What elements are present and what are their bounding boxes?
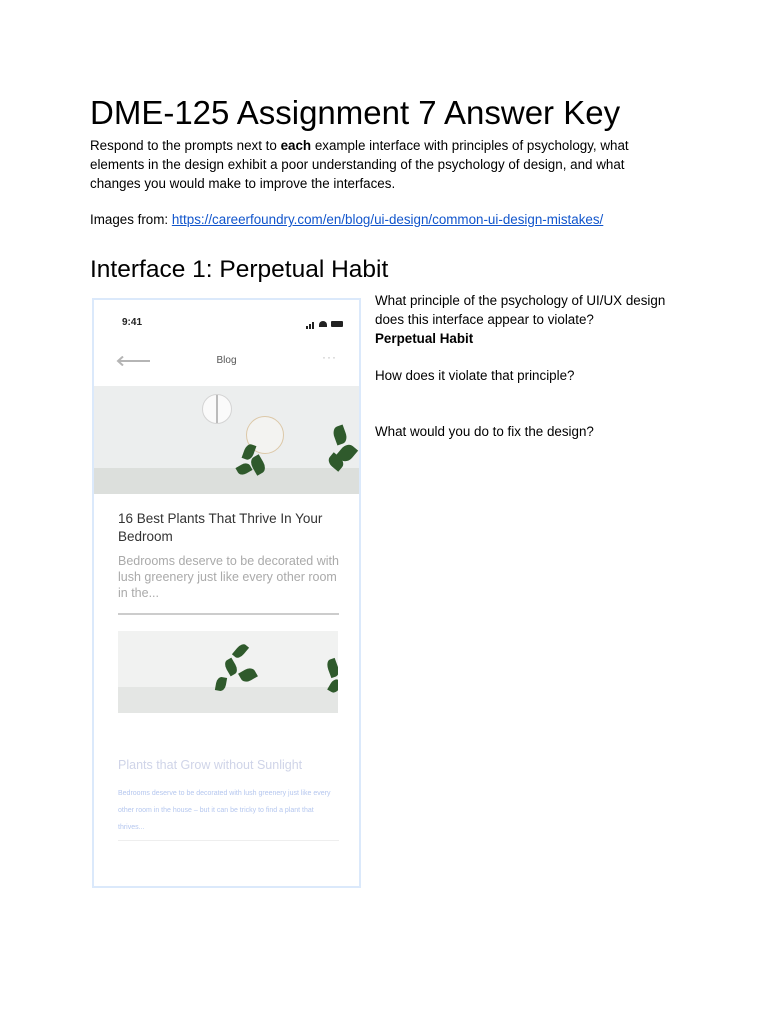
hero-plant-photo — [94, 386, 359, 494]
photo-table — [118, 687, 338, 713]
question-fix: What would you do to fix the design? — [375, 424, 594, 439]
more-icon: ··· — [322, 350, 337, 364]
signal-icon — [306, 318, 315, 329]
image-source-line — [90, 210, 603, 229]
status-time: 9:41 — [122, 317, 143, 328]
answer-principle: Perpetual Habit — [375, 331, 474, 346]
wall-mirror-decor — [202, 394, 232, 424]
status-icons — [306, 318, 343, 329]
mockup-nav-bar — [94, 348, 359, 372]
article-2-excerpt: Bedrooms deserve to be decorated with lush greenery just like every other room in the house – but it can be tricky to find a plant that thrives... — [118, 790, 331, 831]
image-source-label: Images from: — [90, 212, 172, 227]
article-divider — [118, 840, 339, 841]
battery-icon — [331, 321, 343, 327]
instructions-paragraph — [90, 136, 675, 193]
interface-1-mockup-image — [92, 298, 361, 888]
article-1-title: 16 Best Plants That Thrive In Your Bedroom — [118, 511, 323, 544]
status-bar — [94, 316, 359, 330]
question-principle: What principle of the psychology of UI/UX design does this interface appear to violate? — [375, 293, 666, 327]
article-1-excerpt: Bedrooms deserve to be decorated with lush greenery just like every other room in the... — [118, 554, 339, 600]
image-source-link[interactable]: https://careerfoundry.com/en/blog/ui-design/common-ui-design-mistakes/ — [171, 212, 604, 227]
mockup-nav-title: Blog — [216, 355, 237, 366]
intro-emphasis: each — [280, 138, 312, 153]
article-divider — [118, 613, 339, 615]
wifi-icon — [319, 321, 327, 327]
article-2-title: Plants that Grow without Sunlight — [118, 758, 303, 772]
photo-floor — [94, 468, 359, 494]
intro-text-start: Respond to the prompts next to — [90, 138, 281, 153]
interface-1-heading: Interface 1: Perpetual Habit — [90, 256, 389, 283]
question-violation: How does it violate that principle? — [375, 368, 575, 383]
article-2-plant-photo — [118, 631, 338, 713]
document-title: DME-125 Assignment 7 Answer Key — [90, 94, 621, 131]
intro-text-end: example interface with principles of psychology, what elements in the design exhibit a poor understanding of the psychology of design, and what changes you would make to improve the interfaces. — [90, 138, 629, 191]
interface-1-questions — [375, 291, 695, 441]
